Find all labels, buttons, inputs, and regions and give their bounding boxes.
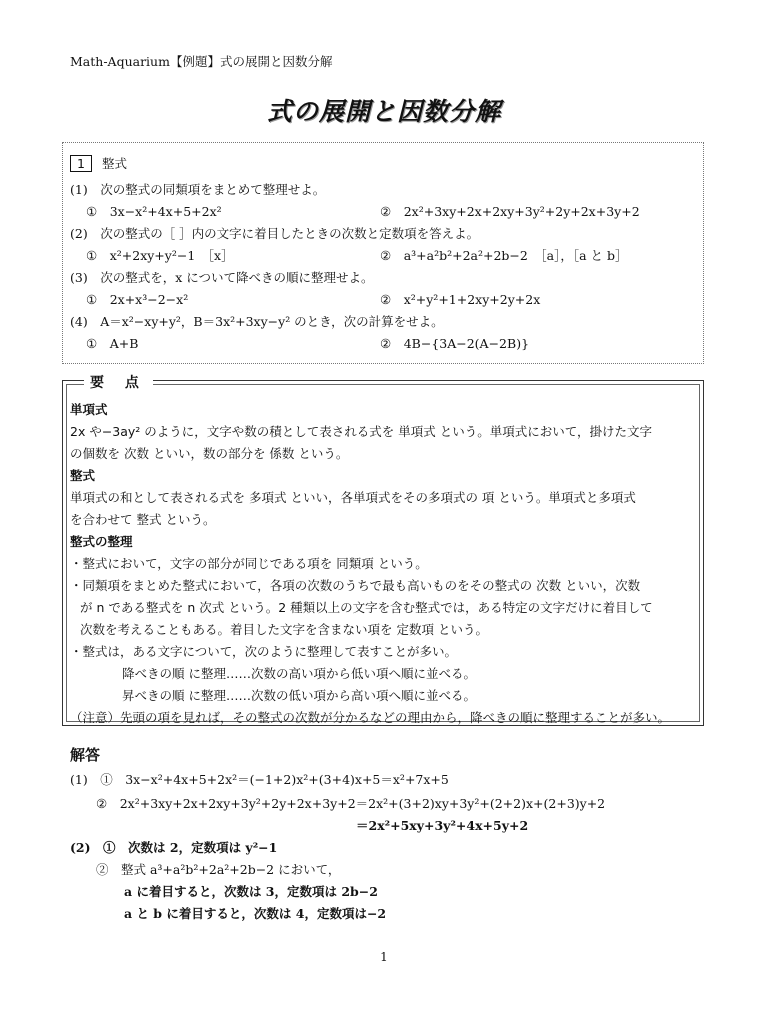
points-heading: 整式の整理 (70, 534, 133, 549)
points-heading: 単項式 (70, 402, 108, 417)
points-line: 降べきの順 に整理……次数の高い項から低い項へ順に並べる。 (122, 666, 476, 681)
points-note: （注意）先頭の項を見れば，その整式の次数が分かるなどの理由から，降べきの順に整理することが多い。 (70, 710, 671, 725)
problem-line: (2) 次の整式の［ ］内の文字に着目したときの次数と定数項を答えよ。 (70, 226, 480, 241)
answer-heading: 解答 (70, 746, 101, 764)
points-heading: 整式 (70, 468, 96, 483)
problem-line: ① 2x+x³−2−x² (86, 292, 189, 307)
problem-line: ② 2x²+3xy+2x+2xy+3y²+2y+2x+3y+2 (380, 204, 640, 219)
points-line: ・同類項をまとめた整式において，各項の次数のうちで最も高いものをその整式の 次数 といい，次数 (70, 578, 641, 593)
points-line: ・整式において，文字の部分が同じである項を 同類項 という。 (70, 556, 428, 571)
answer-line: ＝2x²+5xy+3y²+4x+5y+2 (356, 818, 529, 833)
problem-line: ② 4B−{3A−2(A−2B)} (380, 336, 530, 351)
points-line: の個数を 次数 といい，数の部分を 係数 という。 (70, 446, 349, 461)
problem-line: (4) A＝x²−xy+y²，B＝3x²+3xy−y² のとき，次の計算をせよ。 (70, 314, 444, 329)
answer-line: (2) ① 次数は 2，定数項は y²−1 (70, 840, 278, 855)
points-line: が n である整式を n 次式 という。2 種類以上の文字を含む整式では，ある特定の文字だけに着目して (80, 600, 653, 615)
points-line: 昇べきの順 に整理……次数の低い項から高い項へ順に並べる。 (122, 688, 476, 703)
problem-line: ① A+B (86, 336, 139, 351)
points-line: を合わせて 整式 という。 (70, 512, 216, 527)
page-number: 1 (380, 950, 388, 964)
problem-line: ① 3x−x²+4x+5+2x² (86, 204, 222, 219)
section-heading (70, 154, 127, 172)
answer-line: a と b に着目すると，次数は 4，定数項は−2 (124, 906, 387, 921)
points-line: 次数を考えることもある。着目した文字を含まない項を 定数項 という。 (80, 622, 488, 637)
points-line: 2x や−3ay² のように，文字や数の積として表される式を 単項式 という。単項式において，掛けた文字 (70, 424, 652, 439)
document-title: 式の展開と因数分解 (266, 97, 501, 126)
section-number: 1 (70, 155, 92, 172)
section-title: 整式 (101, 156, 127, 171)
points-line: 単項式の和として表される式を 多項式 といい，各単項式をその多項式の 項 という。単項式と多項式 (70, 490, 636, 505)
problem-line: ① x²+2xy+y²−1 ［x］ (86, 248, 234, 263)
answer-line: ② 整式 a³+a²b²+2a²+2b−2 において， (96, 862, 341, 877)
key-points-label: 要 点 (84, 372, 153, 392)
problem-line: (3) 次の整式を，x について降べきの順に整理せよ。 (70, 270, 374, 285)
problem-line: ② a³+a²b²+2a²+2b−2 ［a］，［a と b］ (380, 248, 628, 263)
points-line: ・整式は，ある文字について，次のように整理して表すことが多い。 (70, 644, 458, 659)
problem-line: ② x²+y²+1+2xy+2y+2x (380, 292, 541, 307)
answer-line: ② 2x²+3xy+2x+2xy+3y²+2y+2x+3y+2＝2x²+(3+2)xy+3y²+(2+2)x+(2+3)y+2 (96, 796, 606, 811)
answer-line: (1) ① 3x−x²+4x+5+2x²＝(−1+2)x²+(3+4)x+5＝x²+7x+5 (70, 772, 449, 787)
problem-line: (1) 次の整式の同類項をまとめて整理せよ。 (70, 182, 326, 197)
page-header: Math-Aquarium【例題】式の展開と因数分解 (70, 54, 333, 69)
answer-line: a に着目すると，次数は 3，定数項は 2b−2 (124, 884, 378, 899)
